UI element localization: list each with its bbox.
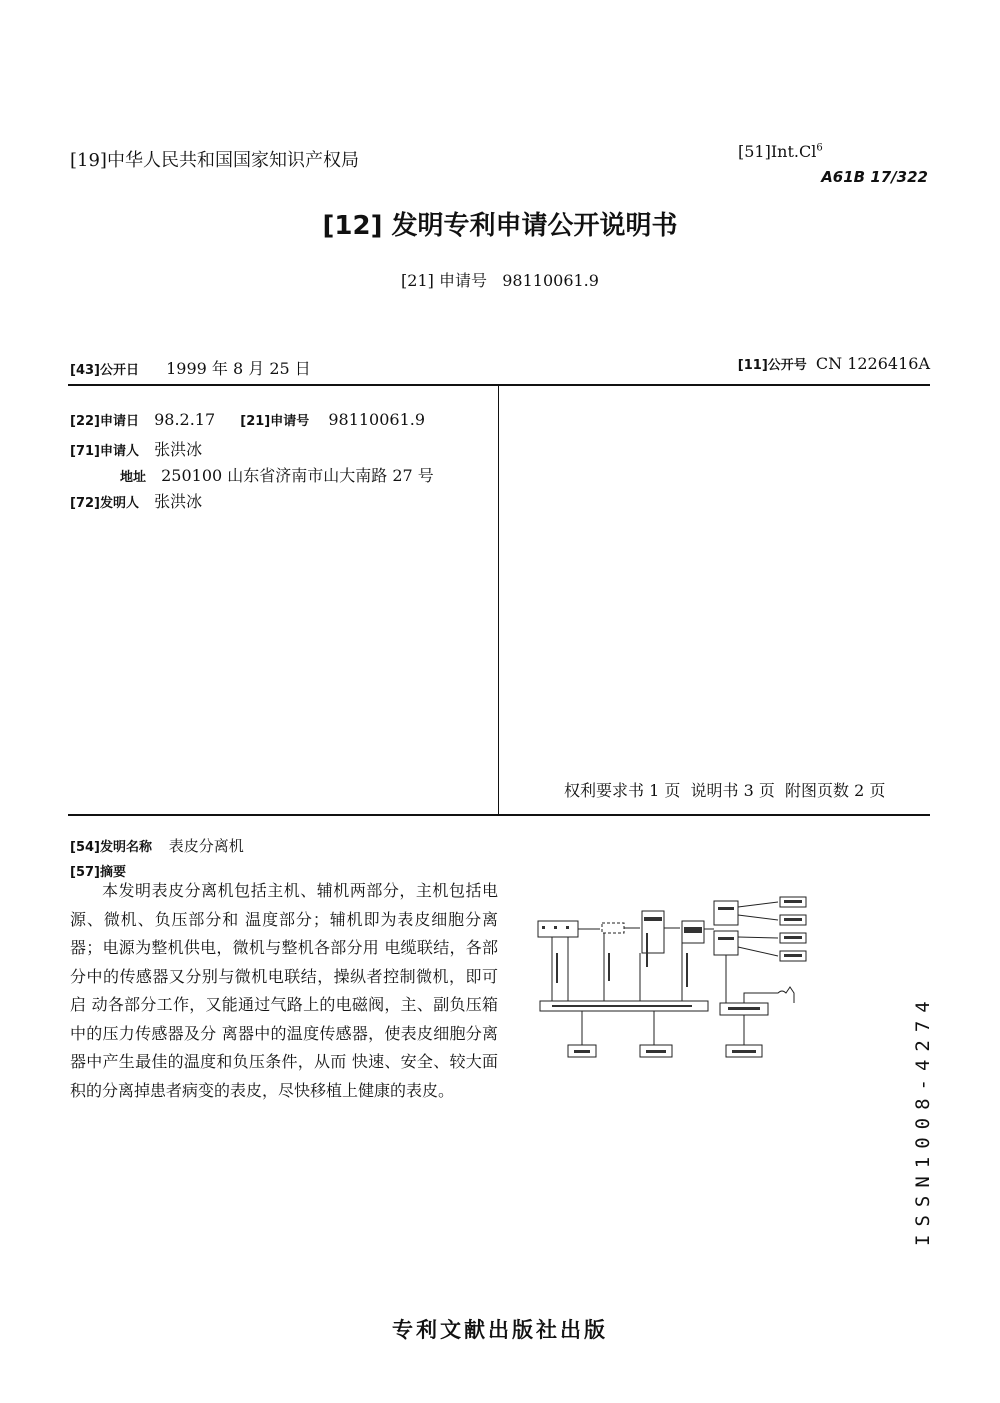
publication-date-label: [43]公开日 [70,363,139,378]
applicant-label: [71]申请人 [70,444,139,459]
address-row [70,463,434,486]
issn-text: ISSN1008-4274 [912,993,934,1246]
invention-title-label: [54]发明名称 [70,840,152,855]
publication-number-label: [11]公开号 [737,358,807,373]
publication-date-value: 1999 年 8 月 25 日 [166,359,311,378]
publisher-footer: 专利文献出版社出版 [392,1317,608,1342]
inventor-label: [72]发明人 [70,496,139,511]
pages-summary: 权利要求书 1 页 说明书 3 页 附图页数 2 页 [564,781,886,800]
center-divider [498,386,499,814]
address-label: 地址 [119,470,146,485]
publication-number-value: CN 1226416A [815,354,930,373]
intcl-edition: 6 [816,142,823,154]
invention-title-row [70,835,244,856]
applicant-row [70,437,202,460]
abstract-text: 本发明表皮分离机包括主机、辅机两部分，主机包括电源、微机、负压部分和 温度部分；辅机即为表皮细胞分离器；电源为整机供电，微机与整机各部分用 电缆联结，各部分中的传感器又分别与微机电联结，操纵者控制微机，即可启 动各部分工作，又能通过气路上的电磁阀，主、副负压箱中的压力传感器及分 离器中的温度传感器，使表皮细胞分离器中产生最佳的温度和负压条件，从而 快速、安全、较大面积的分离掉患者病变的表皮，尽快移植上健康的表皮。 [70,881,498,1100]
issn-vertical [912,960,936,1250]
filing-row [70,410,425,429]
invention-title: 表皮分离机 [168,837,244,855]
abstract-label: [57]摘要 [70,865,126,880]
inventor-value: 张洪冰 [154,492,203,511]
application-number-line: [21] 申请号 98110061.9 [401,271,599,290]
biblio-appno-label: [21]申请号 [240,414,310,429]
intcl-label [738,142,823,161]
block-diagram [532,893,832,1073]
inventor-row [70,489,202,512]
authority-label: [19]中华人民共和国国家知识产权局 [70,150,359,171]
document-type-title: [12] 发明专利申请公开说明书 [322,211,678,241]
biblio-appno-value: 98110061.9 [328,410,426,429]
bottom-rule [68,814,930,816]
top-rule [68,384,930,386]
ipc-code: A61B 17/322 [821,168,928,186]
publication-date [70,356,311,379]
applicant-value: 张洪冰 [154,440,203,459]
address-value: 250100 山东省济南市山大南路 27 号 [161,466,434,485]
filing-date-value: 98.2.17 [154,410,216,429]
intcl-text: [51]Int.Cl [738,142,817,161]
publication-number [738,354,930,373]
filing-date-label: [22]申请日 [70,414,139,429]
